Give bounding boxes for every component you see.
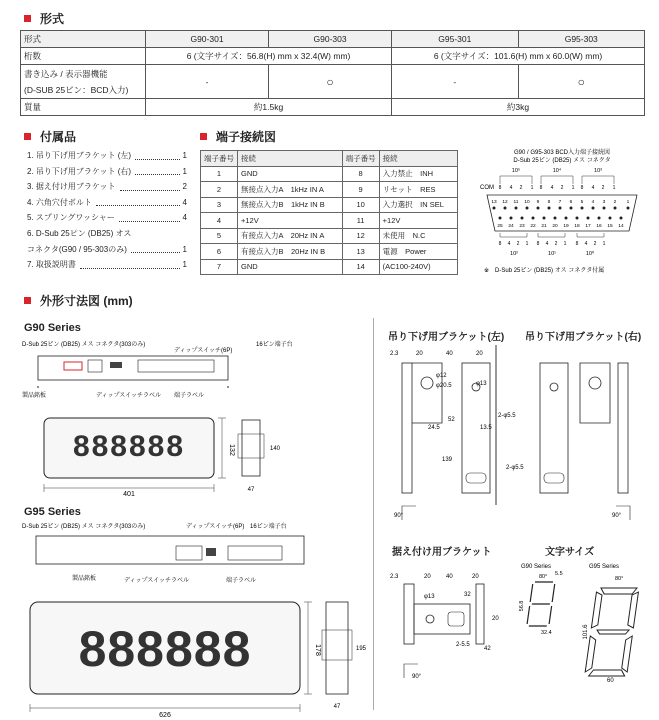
- svg-text:11: 11: [513, 200, 519, 205]
- svg-text:24: 24: [508, 224, 514, 229]
- g90-width: 401: [123, 491, 135, 498]
- svg-text:15: 15: [607, 224, 613, 229]
- bracket-hole: [550, 383, 558, 391]
- svg-text:23: 23: [519, 224, 525, 229]
- svg-text:12: 12: [502, 200, 508, 205]
- g90-top-view: [38, 356, 228, 380]
- svg-text:80°: 80°: [539, 574, 548, 580]
- g90-dsub-label: D-Sub 25ピン (DB25) メス コネクタ(303のみ): [22, 342, 146, 348]
- g90-height: 132: [228, 444, 235, 456]
- g95-width: 626: [159, 712, 171, 719]
- svg-text:φ20.5: φ20.5: [436, 383, 452, 389]
- pin-dots: [493, 207, 630, 220]
- list-item: 1. 吊り下げ用ブラケット (左) 1: [27, 148, 187, 164]
- g95-drawing: [18, 520, 368, 720]
- svg-text:4: 4: [591, 200, 595, 205]
- table-row: 2 無接点入力A 1kHz IN A 9 リセット RES: [201, 182, 458, 198]
- table-row: 質量 約1.5kg 約3kg: [21, 99, 645, 116]
- svg-text:φ12: φ12: [436, 373, 447, 379]
- g90-nameplate-icon: [64, 362, 82, 370]
- svg-text:40: 40: [446, 574, 453, 580]
- bottom-weight-labels: [499, 241, 606, 247]
- g90-diplabel-label: ディップスイッチラベル: [96, 393, 162, 399]
- list-item: 5. スプリングワッシャー 4: [27, 210, 187, 226]
- svg-text:2: 2: [593, 241, 597, 247]
- red-square-icon: [24, 297, 31, 304]
- g95-nameplate-label: 製品銘板: [72, 576, 97, 582]
- pinout-note: ※ D-Sub 25ピン (DB25) オス コネクタ付属: [484, 268, 605, 274]
- table-row: 端子番号 接続 端子番号 接続: [201, 151, 458, 167]
- g90-nameplate-label: 製品銘板: [22, 393, 47, 399]
- svg-text:4: 4: [545, 241, 549, 247]
- svg-text:1: 1: [563, 241, 567, 247]
- svg-text:4: 4: [550, 185, 554, 191]
- digit-label: 10⁴: [552, 168, 562, 174]
- svg-text:2-φ5.5: 2-φ5.5: [498, 413, 516, 419]
- bracket-mount-title: 据え付け用ブラケット: [392, 547, 492, 558]
- svg-text:8: 8: [580, 185, 584, 191]
- svg-text:13.5: 13.5: [480, 425, 492, 431]
- svg-text:22: 22: [530, 224, 536, 229]
- divider: [373, 318, 374, 710]
- svg-text:52: 52: [448, 417, 455, 423]
- list-item: 7. 取扱説明書 1: [27, 257, 187, 273]
- svg-text:32: 32: [464, 592, 471, 598]
- bottom-pin-numbers: [497, 223, 624, 229]
- svg-text:1: 1: [571, 185, 575, 191]
- svg-text:5.5: 5.5: [555, 571, 563, 577]
- top-weight-labels: [499, 185, 616, 191]
- svg-text:2.3: 2.3: [390, 351, 399, 357]
- list-item: 2. 吊り下げ用ブラケット (右) 1: [27, 164, 187, 180]
- svg-text:φ13: φ13: [424, 594, 435, 600]
- bracket-hole: [421, 377, 433, 389]
- list-item: 4. 六角穴付ボルト 4: [27, 195, 187, 211]
- svg-text:1: 1: [525, 241, 529, 247]
- svg-text:8: 8: [539, 185, 543, 191]
- svg-text:2.3: 2.3: [390, 574, 399, 580]
- svg-text:20: 20: [424, 574, 431, 580]
- svg-text:1: 1: [602, 241, 606, 247]
- digit-label: 10³: [594, 168, 602, 174]
- svg-text:17: 17: [585, 224, 591, 229]
- svg-text:139: 139: [442, 457, 453, 463]
- g95-side-view: [326, 602, 348, 694]
- svg-text:10: 10: [524, 200, 530, 205]
- top-pin-numbers: [491, 199, 629, 205]
- charsize-g95-label: G95 Series: [589, 564, 620, 570]
- list-item: コネクタ(G90 / 95-303のみ) 1: [27, 242, 187, 258]
- g95-seven-segment: [585, 588, 639, 676]
- g95-term-label: 16ピン端子台: [250, 524, 287, 530]
- svg-text:4: 4: [509, 185, 513, 191]
- svg-text:90°: 90°: [612, 513, 622, 519]
- spec-table: [20, 30, 645, 116]
- svg-text:80°: 80°: [615, 576, 624, 582]
- svg-text:13: 13: [491, 200, 497, 205]
- table-row: 5 有接点入力A 20Hz IN A 12 未使用 N.C: [201, 228, 458, 244]
- digit-label: 10¹: [548, 251, 556, 257]
- svg-text:4: 4: [584, 241, 588, 247]
- list-item: 3. 据え付け用ブラケット 2: [27, 179, 187, 195]
- g95-dsub-label: D-Sub 25ピン (DB25) メス コネクタ(303のみ): [22, 524, 146, 530]
- svg-text:8: 8: [536, 241, 540, 247]
- svg-text:1: 1: [530, 185, 534, 191]
- svg-text:18: 18: [574, 224, 580, 229]
- svg-text:φ13: φ13: [476, 381, 487, 387]
- pinout-com: COM: [480, 185, 494, 191]
- table-row: 形式 G90-301 G90-303 G95-301 G95-303: [21, 31, 645, 48]
- g95-series-title: G95 Series: [24, 506, 81, 518]
- section-dimensions: 外形寸法図 (mm): [24, 292, 133, 309]
- g90-digits: 888888: [72, 430, 186, 463]
- charsize-g90-label: G90 Series: [521, 564, 552, 570]
- g90-depth-2: 47: [247, 487, 255, 493]
- svg-text:24.5: 24.5: [428, 425, 440, 431]
- table-row: 6 有接点入力B 20Hz IN B 13 電源 Power: [201, 244, 458, 260]
- svg-text:42: 42: [484, 646, 491, 652]
- svg-text:56.8: 56.8: [519, 600, 525, 612]
- bracket-hole: [426, 615, 434, 623]
- digit-label: 10⁵: [511, 168, 521, 174]
- g90-seven-segment: [527, 582, 555, 626]
- accessory-list: [27, 148, 187, 273]
- bracket-right-title: 吊り下げ用ブラケット(右): [525, 332, 642, 343]
- g95-height: 178: [314, 644, 321, 656]
- svg-text:20: 20: [416, 351, 423, 357]
- g95-depth-1: 195: [356, 646, 367, 652]
- section-spec: 形式: [24, 10, 64, 27]
- svg-text:4: 4: [507, 241, 511, 247]
- g90-term-label: 16ピン端子台: [256, 342, 293, 348]
- svg-text:8: 8: [547, 200, 551, 205]
- svg-text:2-5.5: 2-5.5: [456, 642, 470, 648]
- svg-text:8: 8: [498, 185, 502, 191]
- svg-text:16: 16: [596, 224, 602, 229]
- hanging-brackets-drawing: [380, 345, 650, 525]
- svg-text:20: 20: [552, 224, 558, 229]
- g90-drawing: [18, 338, 293, 500]
- g90-termlabel-label: 端子ラベル: [174, 393, 205, 399]
- table-row: 書き込み / 表示器機能 (D-SUB 25ピン：BCD入力) - ○ - ○: [21, 65, 645, 99]
- svg-text:19: 19: [563, 224, 569, 229]
- svg-text:60: 60: [607, 678, 614, 684]
- red-square-icon: [24, 15, 31, 22]
- svg-text:90°: 90°: [412, 674, 422, 680]
- svg-text:2: 2: [613, 200, 617, 205]
- bracket-hole: [589, 377, 601, 389]
- svg-text:8: 8: [575, 241, 579, 247]
- table-row: 1 GND 8 入力禁止 INH: [201, 166, 458, 182]
- svg-text:21: 21: [541, 224, 547, 229]
- red-square-icon: [200, 133, 207, 140]
- svg-text:9: 9: [536, 200, 540, 205]
- svg-text:6: 6: [569, 200, 573, 205]
- g90-side-view: [242, 420, 260, 476]
- section-terminal: 端子接続図: [200, 128, 276, 145]
- mount-bracket-drawing: [384, 560, 504, 690]
- svg-text:2: 2: [601, 185, 605, 191]
- svg-text:1: 1: [612, 185, 616, 191]
- g90-series-title: G90 Series: [24, 322, 81, 334]
- digit-label: 10⁰: [585, 251, 595, 257]
- svg-text:2: 2: [516, 241, 520, 247]
- g95-termlabel-label: 端子ラベル: [226, 578, 257, 584]
- svg-text:20: 20: [476, 351, 483, 357]
- bottom-digit-labels: [510, 250, 595, 257]
- g95-diplabel-label: ディップスイッチラベル: [124, 578, 190, 584]
- svg-text:2-φ5.5: 2-φ5.5: [506, 465, 524, 471]
- pinout-title-1: G90 / G95-303 BCD入力端子接続図: [513, 150, 611, 156]
- svg-text:25: 25: [497, 224, 503, 229]
- svg-text:90°: 90°: [394, 513, 404, 519]
- g95-digits: 888888: [78, 621, 252, 677]
- charsize-title: 文字サイズ: [545, 547, 595, 558]
- svg-text:1: 1: [626, 200, 630, 205]
- g95-dip-label: ディップスイッチ(6P): [186, 524, 245, 530]
- svg-text:5: 5: [580, 200, 584, 205]
- svg-text:20: 20: [492, 616, 499, 622]
- list-item: 6. D-Sub 25ピン (DB25) オス: [27, 228, 132, 238]
- dsub-pinout-diagram: [472, 145, 652, 280]
- svg-text:14: 14: [618, 224, 624, 229]
- svg-text:7: 7: [558, 200, 562, 205]
- svg-text:40: 40: [446, 351, 453, 357]
- top-digit-labels: [512, 167, 602, 174]
- svg-text:32.4: 32.4: [541, 630, 552, 636]
- charsize-drawing: [515, 560, 655, 685]
- pinout-title-2: D-Sub 25ピン (DB25) メス コネクタ: [513, 158, 611, 164]
- digit-label: 10²: [510, 251, 518, 257]
- table-row: 3 無接点入力B 1kHz IN B 10 入力選択 IN SEL: [201, 197, 458, 213]
- svg-text:3: 3: [602, 200, 606, 205]
- table-row: 桁数 6 (文字サイズ：56.8(H) mm x 32.4(W) mm) 6 (文字サイズ：101.6(H) mm x 60.0(W) mm): [21, 48, 645, 65]
- table-row: 4 +12V 11 +12V: [201, 213, 458, 229]
- svg-text:8: 8: [498, 241, 502, 247]
- svg-text:2: 2: [519, 185, 523, 191]
- red-square-icon: [24, 133, 31, 140]
- svg-text:101.6: 101.6: [583, 624, 589, 640]
- table-row: 7 GND 14 (AC100-240V): [201, 259, 458, 275]
- svg-text:4: 4: [591, 185, 595, 191]
- svg-text:2: 2: [560, 185, 564, 191]
- section-accessories: 付属品: [24, 128, 76, 145]
- svg-text:2: 2: [554, 241, 558, 247]
- g90-depth-1: 140: [270, 446, 281, 452]
- terminal-table: [200, 150, 458, 275]
- svg-text:20: 20: [472, 574, 479, 580]
- g90-dip-label: ディップスイッチ(6P): [174, 348, 233, 354]
- bracket-left-title: 吊り下げ用ブラケット(左): [388, 332, 505, 343]
- g95-depth-2: 47: [333, 704, 341, 710]
